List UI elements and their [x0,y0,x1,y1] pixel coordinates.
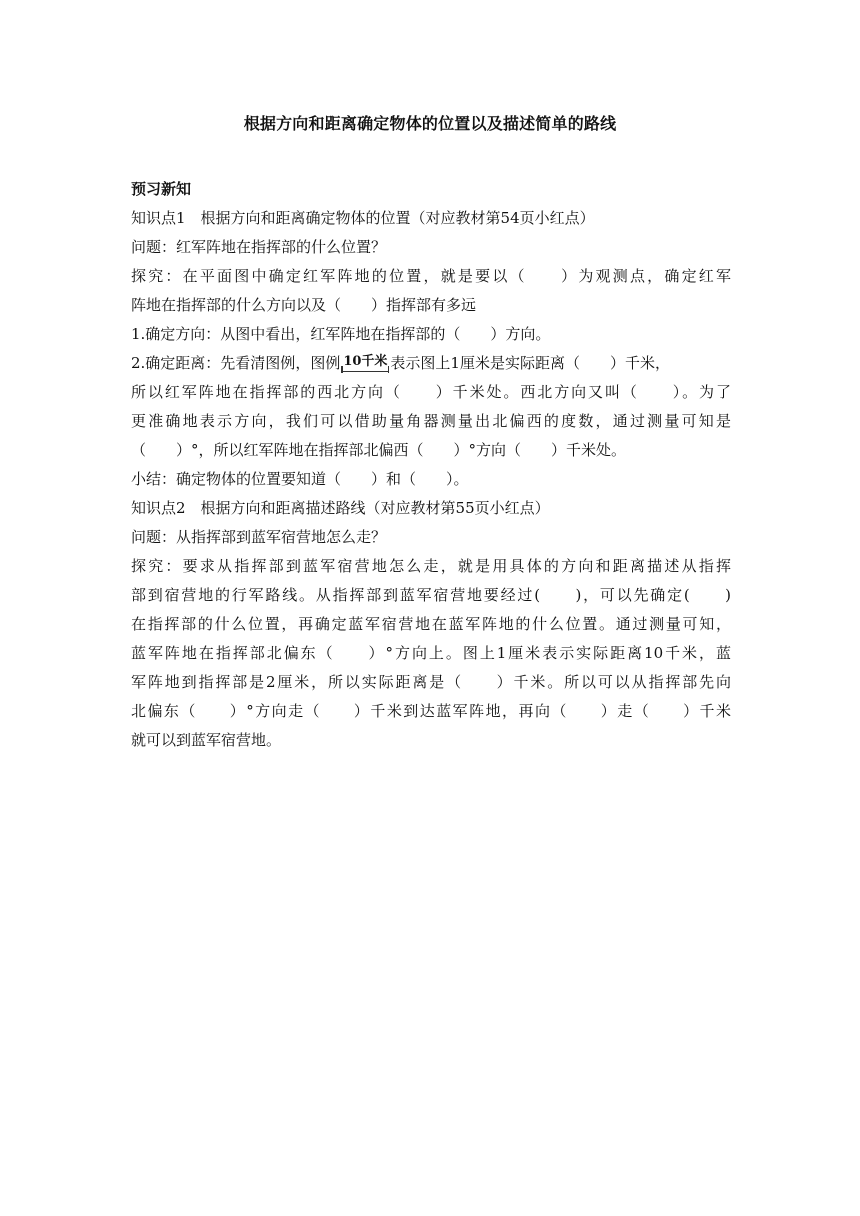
document-body [131,175,731,755]
question-line: 问题：从指挥部到蓝军宿营地怎么走？ [131,528,387,546]
scale-legend: 10千米 [341,355,389,372]
paragraph-line: 更准确地表示方向，我们可以借助量角器测量出北偏西的度数，通过测量可知是 [131,412,731,430]
exploration-line: 探究：要求从指挥部到蓝军宿营地怎么走，就是用具体的方向和距离描述从指挥 [131,557,731,575]
page-title: 根据方向和距离确定物体的位置以及描述简单的路线 [243,114,617,133]
exploration-line: 探究：在平面图中确定红军阵地的位置，就是要以（ ）为观测点，确定红军 [131,267,731,285]
paragraph-line: 就可以到蓝军宿营地。 [131,731,282,749]
step-direction-line: 1.确定方向：从图中看出，红军阵地在指挥部的（ ）方向。 [131,325,551,343]
step-distance-text: 表示图上1厘米是实际距离（ ）千米， [390,354,670,372]
section-heading: 预习新知 [131,180,192,198]
knowledge-point-2-heading: 知识点2 根据方向和距离描述路线（对应教材第55页小红点） [131,499,550,517]
summary-line: 小结：确定物体的位置要知道（ ）和（ ）。 [131,470,469,488]
exploration-line: 阵地在指挥部的什么方向以及（ ）指挥部有多远 [131,296,477,314]
paragraph-line: 蓝军阵地在指挥部北偏东（ ）°方向上。图上1厘米表示实际距离10千米，蓝 [131,644,731,662]
paragraph-line: 所以红军阵地在指挥部的西北方向（ ）千米处。西北方向又叫（ ）。为了 [131,383,731,401]
step-distance-text: 2.确定距离：先看清图例，图例 [131,354,341,372]
question-line: 问题：红军阵地在指挥部的什么位置？ [131,238,387,256]
paragraph-line: 在指挥部的什么位置，再确定蓝军宿营地在蓝军阵地的什么位置。通过测量可知， [131,615,731,633]
knowledge-point-1-heading: 知识点1 根据方向和距离确定物体的位置（对应教材第54页小红点） [131,209,595,227]
paragraph-line: 北偏东（ ）°方向走（ ）千米到达蓝军阵地，再向（ ）走（ ）千米 [131,702,731,720]
step-distance-line [131,349,731,378]
paragraph-line: 军阵地到指挥部是2厘米，所以实际距离是（ ）千米。所以可以从指挥部先向 [131,673,731,691]
paragraph-line: （ ）°，所以红军阵地在指挥部北偏西（ ）°方向（ ）千米处。 [131,441,627,459]
paragraph-line: 部到宿营地的行军路线。从指挥部到蓝军宿营地要经过( )，可以先确定( ) [131,586,731,604]
